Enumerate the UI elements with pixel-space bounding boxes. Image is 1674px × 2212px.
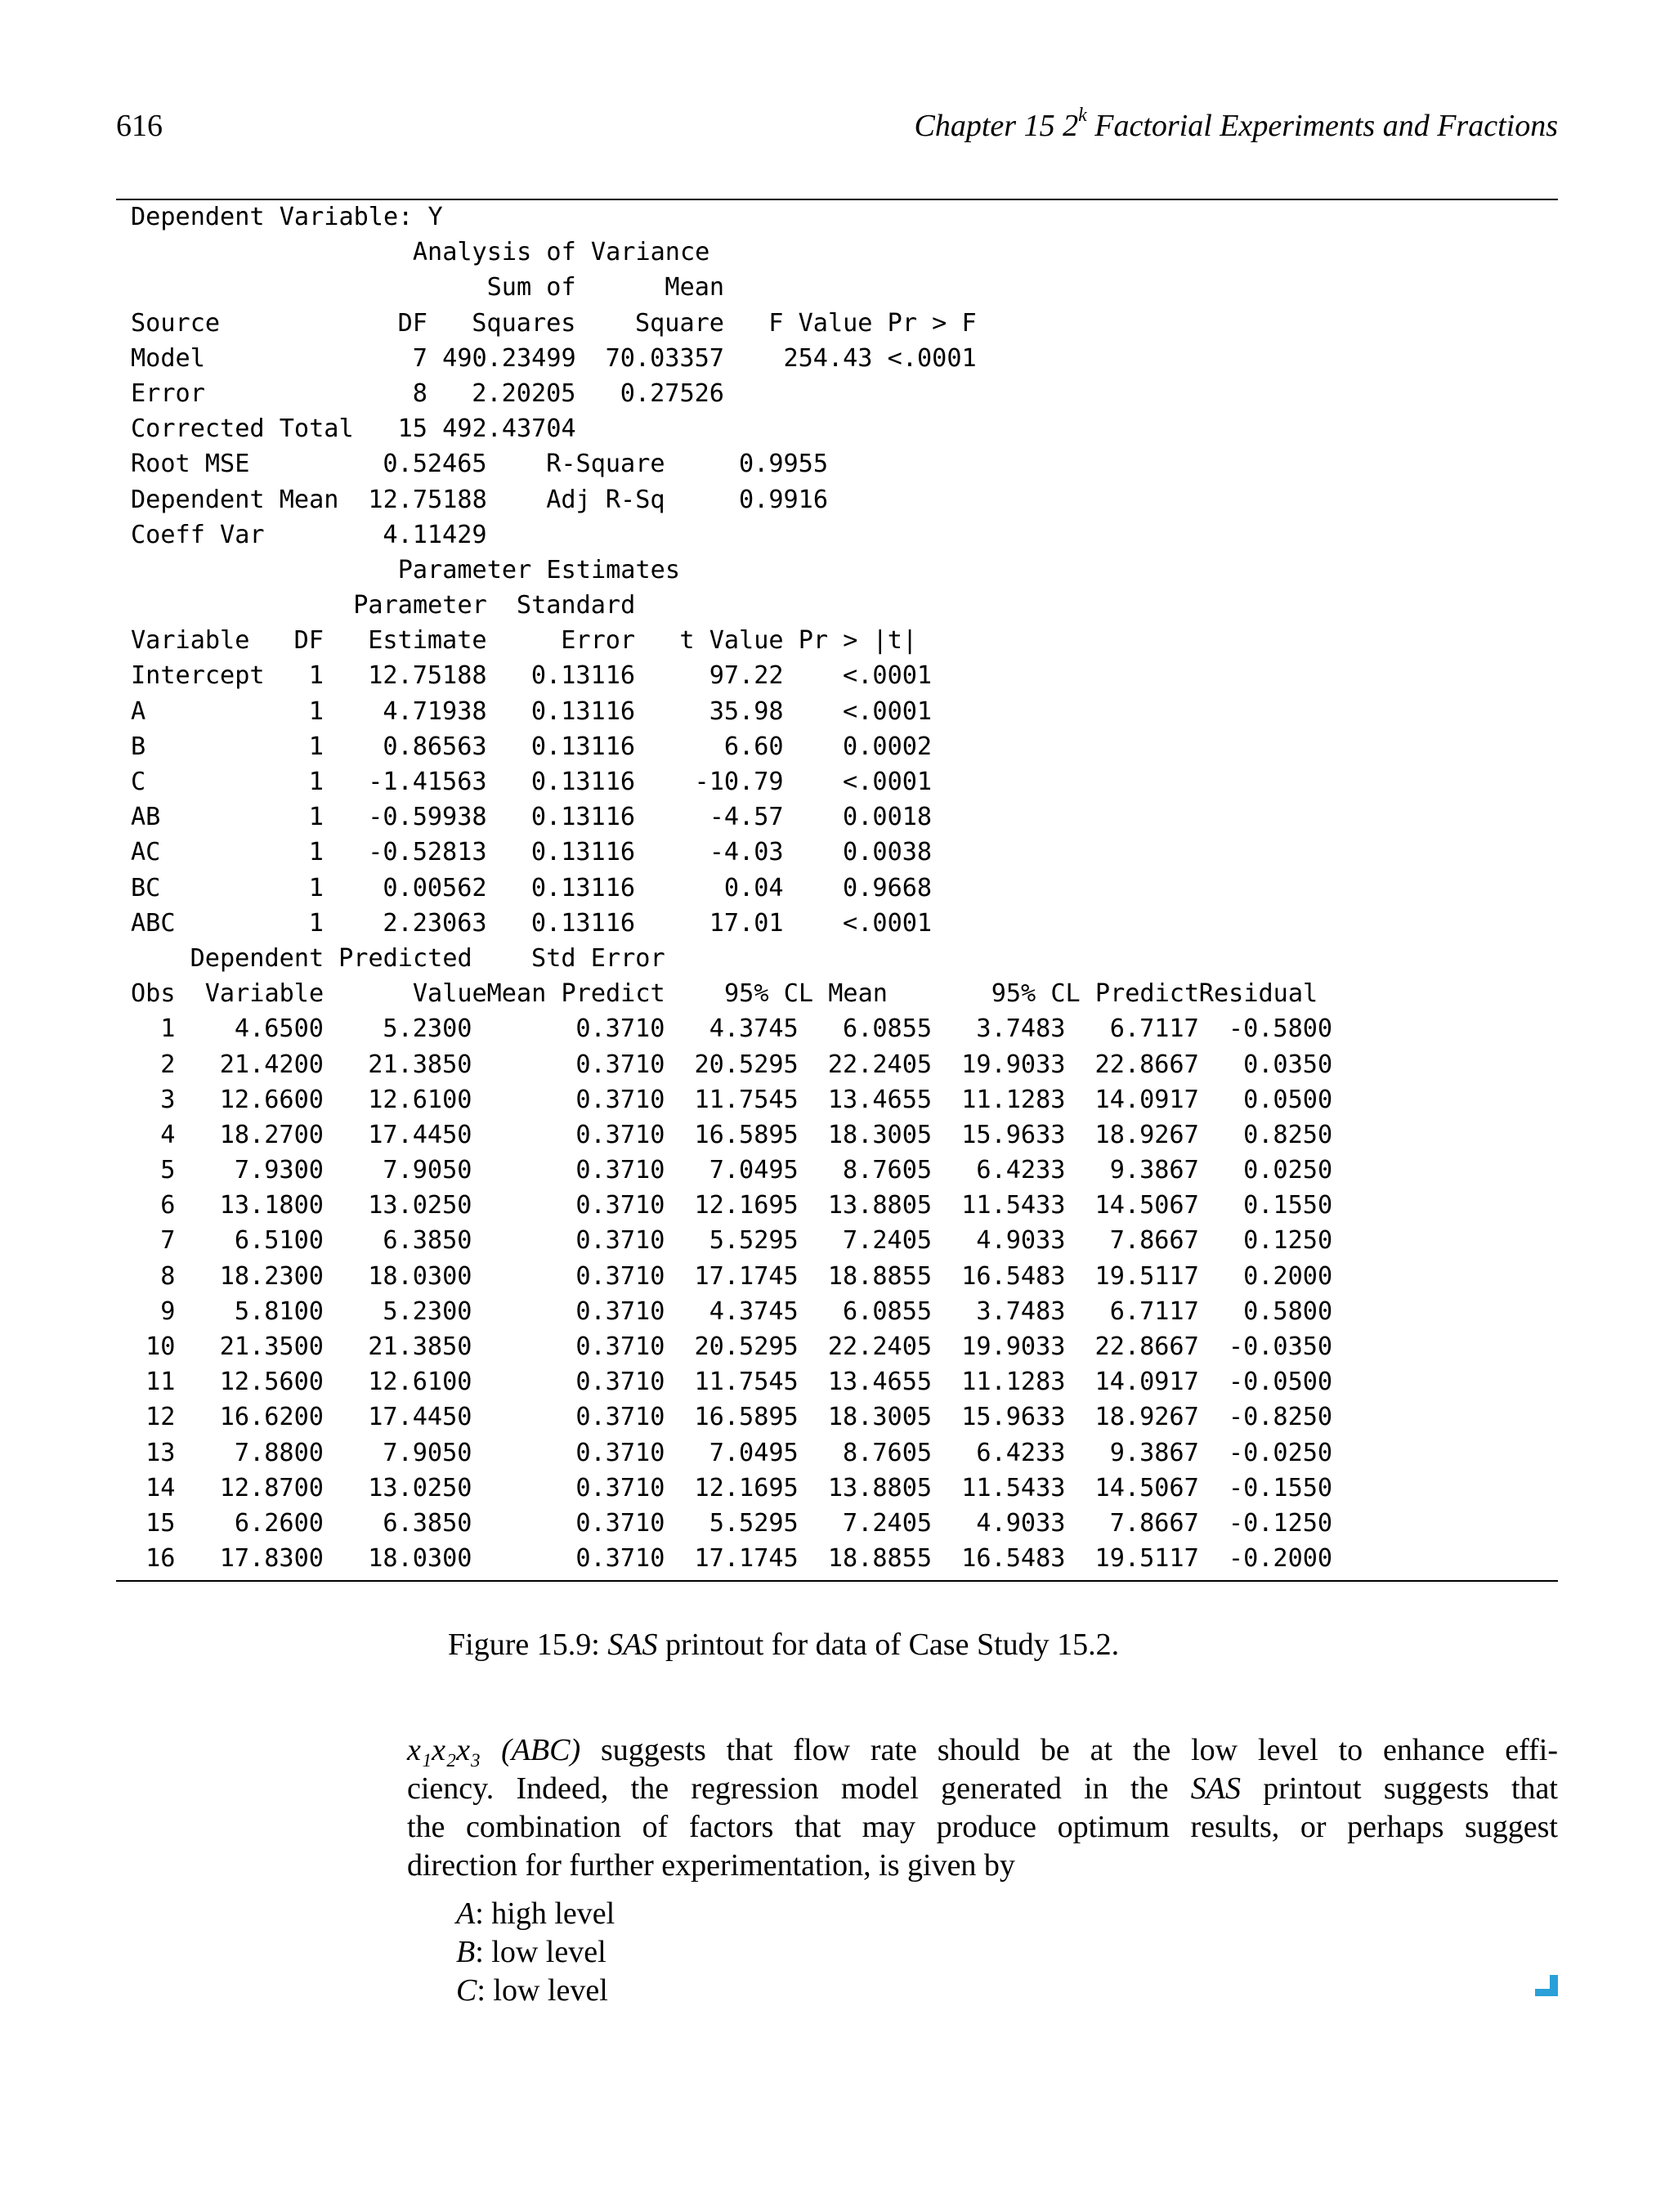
obs-cell: 14.5067 (1094, 1473, 1199, 1502)
obs-cell: 6.0855 (843, 1296, 933, 1326)
caption-suffix: printout for data of Case Study 15.2. (657, 1628, 1120, 1662)
params-cell: 0.13116 (530, 803, 636, 832)
obs-cell: 3.7483 (976, 1296, 1066, 1326)
obs-cell: 22.8667 (1094, 1332, 1199, 1361)
anova-cell: 490.23499 (442, 343, 576, 373)
setting-c-factor: C (456, 1973, 477, 2008)
params-title: Parameter Estimates (397, 555, 681, 584)
obs-cell: 0.3710 (575, 1332, 665, 1361)
body-line-2 (407, 1770, 1558, 1808)
fit-stat-cell: Root MSE (131, 450, 250, 479)
obs-cell: 16 (145, 1544, 176, 1574)
body-line-2-italic: SAS (1190, 1771, 1241, 1806)
anova-col-header: Square (634, 308, 724, 338)
params-col-header: Variable (131, 626, 250, 656)
setting-b-factor: B (456, 1935, 476, 1969)
obs-cell: 3.7483 (976, 1014, 1066, 1044)
setting-a-factor: A (456, 1896, 476, 1931)
anova-cell: Corrected Total (131, 414, 354, 444)
setting-a-level: : high level (475, 1896, 615, 1931)
obs-cell: 7.0495 (709, 1438, 799, 1467)
obs-col-header: Residual (1198, 979, 1318, 1009)
params-cell: 1 (308, 661, 324, 691)
obs-cell: 0.3710 (575, 1544, 665, 1574)
params-cell: 1 (308, 908, 324, 938)
obs-cell: 0.3710 (575, 1261, 665, 1291)
obs-cell: 4.3745 (709, 1014, 799, 1044)
obs-cell: 9.3867 (1109, 1438, 1199, 1467)
fit-stat-cell: 12.75188 (368, 485, 487, 514)
params-cell: <.0001 (843, 661, 933, 691)
obs-cell: 12.6100 (368, 1085, 472, 1114)
obs-cell: 6.5100 (234, 1226, 324, 1256)
anova-col-header: Sum of (486, 273, 576, 302)
obs-cell: 11.7545 (694, 1368, 799, 1397)
obs-cell: 0.3710 (575, 1050, 665, 1079)
running-head (914, 105, 1558, 144)
params-cell: AC (131, 838, 161, 867)
params-cell: 0.0018 (843, 803, 933, 832)
obs-cell: 0.3710 (575, 1014, 665, 1044)
params-col-header: Estimate (368, 626, 487, 656)
obs-cell: 5.8100 (234, 1296, 324, 1326)
obs-cell: 0.3710 (575, 1085, 665, 1114)
obs-cell: -0.1250 (1228, 1508, 1333, 1538)
anova-cell: 8 (412, 378, 427, 408)
obs-cell: 5.5295 (709, 1508, 799, 1538)
params-cell: 1 (308, 768, 324, 796)
anova-cell: 70.03357 (605, 343, 724, 373)
obs-cell: 16.6200 (219, 1403, 324, 1432)
params-col-header: t Value (679, 626, 784, 656)
obs-cell: -0.5800 (1228, 1014, 1333, 1044)
page-header (116, 105, 1558, 150)
params-cell: C (131, 768, 146, 796)
obs-cell: 7.9300 (234, 1156, 324, 1185)
obs-cell: 0.3710 (575, 1191, 665, 1220)
obs-cell: 12 (145, 1403, 176, 1432)
obs-cell: 14 (145, 1473, 176, 1502)
obs-cell: 12.5600 (219, 1368, 324, 1397)
params-col-header: Error (561, 626, 636, 656)
caption-italic: SAS (607, 1628, 658, 1662)
obs-cell: 5.5295 (709, 1226, 799, 1256)
obs-cell: 20.5295 (694, 1050, 799, 1079)
anova-cell: 15 (397, 414, 427, 444)
page-number: 616 (116, 109, 163, 143)
params-cell: 17.01 (709, 908, 784, 938)
obs-col-header: Dependent (190, 943, 325, 973)
obs-cell: 7.2405 (843, 1508, 933, 1538)
obs-cell: 6.0855 (843, 1014, 933, 1044)
setting-c-level: : low level (477, 1973, 608, 2008)
obs-cell: 4.3745 (709, 1296, 799, 1326)
params-col-header: Pr > |t| (798, 626, 918, 656)
params-cell: 0.13116 (530, 661, 636, 691)
obs-cell: 18.2300 (219, 1261, 324, 1291)
obs-cell: 5.2300 (383, 1296, 472, 1326)
obs-cell: 18.3005 (827, 1403, 933, 1432)
obs-cell: 0.3710 (575, 1226, 665, 1256)
obs-cell: 19.9033 (961, 1332, 1066, 1361)
obs-cell: 18.3005 (827, 1120, 933, 1149)
params-col-header: Parameter (353, 591, 487, 620)
obs-cell: 14.0917 (1094, 1085, 1199, 1114)
body-line-2-text-b: printout suggests that (1240, 1771, 1558, 1806)
obs-cell: 9 (160, 1296, 176, 1326)
obs-cell: 12.1695 (694, 1191, 799, 1220)
obs-cell: 0.8250 (1243, 1120, 1333, 1149)
fit-stat-cell: 4.11429 (383, 520, 487, 549)
obs-cell: 6.7117 (1109, 1014, 1199, 1044)
obs-cell: 16.5895 (694, 1120, 799, 1149)
obs-cell: 21.4200 (219, 1050, 324, 1079)
body-line-4: direction for further experimentation, is given by (407, 1848, 1015, 1883)
obs-cell: 0.1550 (1243, 1191, 1333, 1220)
fit-stat-cell: 0.52465 (383, 450, 487, 479)
obs-cell: 0.0500 (1243, 1085, 1333, 1114)
setting-b (456, 1933, 615, 1972)
obs-cell: 2 (160, 1050, 176, 1079)
anova-cell: 492.43704 (442, 414, 576, 444)
obs-cell: 18.0300 (368, 1544, 472, 1574)
obs-cell: 18.9267 (1094, 1403, 1199, 1432)
obs-cell: 17.1745 (694, 1261, 799, 1291)
obs-col-header: Obs (131, 979, 176, 1009)
obs-cell: 13.1800 (219, 1191, 324, 1220)
obs-cell: 0.1250 (1243, 1226, 1333, 1256)
obs-cell: 0.0250 (1243, 1156, 1333, 1185)
body-paragraph (407, 1731, 1558, 1885)
params-cell: <.0001 (843, 908, 933, 938)
anova-col-header: Source (131, 308, 221, 338)
anova-cell: Error (131, 378, 205, 408)
anova-col-header: Squares (472, 308, 576, 338)
params-cell: 0.9668 (843, 873, 933, 902)
obs-cell: 0.3710 (575, 1156, 665, 1185)
obs-cell: 17.8300 (219, 1544, 324, 1574)
obs-cell: 20.5295 (694, 1332, 799, 1361)
obs-cell: 7.9050 (383, 1438, 472, 1467)
params-cell: -0.59938 (368, 803, 487, 832)
params-cell: 0.04 (723, 873, 784, 902)
obs-cell: 5.2300 (383, 1014, 472, 1044)
obs-cell: 7.2405 (843, 1226, 933, 1256)
obs-cell: 10 (145, 1332, 176, 1361)
obs-cell: 9.3867 (1109, 1156, 1199, 1185)
obs-cell: 6.4233 (976, 1156, 1066, 1185)
obs-cell: 6.2600 (234, 1508, 324, 1538)
obs-cell: 13.8805 (827, 1191, 933, 1220)
obs-cell: 18.8855 (827, 1261, 933, 1291)
obs-cell: 8 (160, 1261, 176, 1291)
obs-cell: 13.4655 (827, 1085, 933, 1114)
params-cell: Intercept (131, 661, 265, 691)
params-cell: 2.23063 (383, 908, 487, 938)
params-cell: A (131, 696, 146, 726)
obs-cell: -0.8250 (1228, 1403, 1333, 1432)
obs-cell: 12.8700 (219, 1473, 324, 1502)
params-cell: 0.13116 (530, 768, 636, 796)
obs-cell: 11.1283 (961, 1368, 1066, 1397)
obs-cell: 11 (145, 1368, 176, 1397)
obs-cell: 12.1695 (694, 1473, 799, 1502)
obs-col-header: Mean Predict (486, 979, 665, 1009)
obs-cell: 18.8855 (827, 1544, 933, 1574)
obs-cell: 19.9033 (961, 1050, 1066, 1079)
params-cell: 0.13116 (530, 873, 636, 902)
obs-cell: 16.5483 (961, 1261, 1066, 1291)
obs-cell: 6 (160, 1191, 176, 1220)
obs-cell: 21.3850 (368, 1332, 472, 1361)
obs-cell: 14.5067 (1094, 1191, 1199, 1220)
fit-stat-cell: R-Square (546, 450, 665, 479)
running-head-prefix: Chapter 15 2 (914, 109, 1079, 143)
params-col-header: DF (293, 626, 324, 656)
obs-cell: 22.2405 (827, 1050, 933, 1079)
fit-stat-cell: Coeff Var (131, 520, 265, 549)
params-cell: <.0001 (843, 768, 933, 796)
obs-cell: 4.9033 (976, 1508, 1066, 1538)
obs-cell: 21.3500 (219, 1332, 324, 1361)
obs-cell: 11.7545 (694, 1085, 799, 1114)
anova-col-header: F Value (768, 308, 873, 338)
obs-cell: 11.5433 (961, 1473, 1066, 1502)
params-cell: 0.86563 (383, 732, 487, 761)
params-cell: 12.75188 (368, 661, 487, 691)
obs-cell: 13 (145, 1438, 176, 1467)
params-cell: -10.79 (694, 768, 784, 796)
obs-cell: 12.6600 (219, 1085, 324, 1114)
anova-col-header: Mean (665, 273, 725, 302)
obs-col-header: Predicted (338, 943, 472, 973)
obs-cell: 7.0495 (709, 1156, 799, 1185)
obs-cell: 5 (160, 1156, 176, 1185)
obs-col-header: Variable (204, 979, 325, 1009)
params-cell: <.0001 (843, 696, 933, 726)
fit-stat-cell: Dependent Mean (131, 485, 339, 514)
fit-stat-cell: 0.9955 (738, 450, 829, 479)
params-cell: 0.0002 (843, 732, 933, 761)
params-cell: -0.52813 (368, 838, 487, 867)
anova-cell: Model (131, 343, 205, 373)
params-cell: 6.60 (723, 732, 784, 761)
caption-prefix: Figure 15.9: (448, 1628, 608, 1662)
params-cell: 0.13116 (530, 696, 636, 726)
body-line-1 (407, 1731, 1558, 1770)
dependent-variable-label: Dependent Variable: Y (131, 203, 443, 231)
obs-cell: 0.0350 (1243, 1050, 1333, 1079)
obs-cell: 7.8667 (1109, 1226, 1199, 1256)
obs-cell: 14.0917 (1094, 1368, 1199, 1397)
obs-cell: 7 (160, 1226, 176, 1256)
obs-col-header: Value (412, 979, 487, 1009)
anova-cell: 7 (412, 343, 427, 373)
obs-cell: 15.9633 (961, 1120, 1066, 1149)
obs-cell: -0.1550 (1228, 1473, 1333, 1502)
obs-cell: 8.7605 (843, 1156, 933, 1185)
obs-cell: 3 (160, 1085, 176, 1114)
obs-cell: 0.3710 (575, 1508, 665, 1538)
obs-cell: 0.3710 (575, 1296, 665, 1326)
obs-cell: 13.0250 (368, 1191, 472, 1220)
obs-cell: 0.3710 (575, 1120, 665, 1149)
obs-cell: 18.9267 (1094, 1120, 1199, 1149)
figure-caption (448, 1627, 1119, 1663)
obs-cell: 15.9633 (961, 1403, 1066, 1432)
obs-col-header: 95% CL Mean (724, 979, 888, 1009)
obs-cell: 1 (160, 1014, 176, 1044)
params-cell: 1 (308, 803, 324, 832)
printout-bottom-rule (116, 1580, 1558, 1582)
anova-col-header: Pr > F (887, 308, 977, 338)
obs-cell: 22.2405 (827, 1332, 933, 1361)
obs-cell: 6.3850 (383, 1226, 472, 1256)
obs-cell: 6.3850 (383, 1508, 472, 1538)
obs-cell: -0.0250 (1228, 1438, 1333, 1467)
params-cell: -4.57 (709, 803, 784, 832)
obs-cell: 17.1745 (694, 1544, 799, 1574)
obs-cell: 18.2700 (219, 1120, 324, 1149)
params-cell: 35.98 (709, 696, 784, 726)
obs-cell: 7.8800 (234, 1438, 324, 1467)
params-cell: 0.13116 (530, 732, 636, 761)
obs-col-header: Std Error (531, 943, 665, 973)
params-cell: BC (131, 873, 161, 902)
obs-cell: 6.4233 (976, 1438, 1066, 1467)
running-head-superscript: k (1078, 105, 1087, 127)
body-line-3: the combination of factors that may produce optimum results, or perhaps suggest (407, 1810, 1558, 1844)
body-line-1-text: suggests that flow rate should be at the low level to enhance effi- (580, 1733, 1559, 1767)
body-line-2-text-a: ciency. Indeed, the regression model generated in the (407, 1771, 1191, 1806)
obs-cell: 19.5117 (1094, 1261, 1199, 1291)
obs-cell: 8.7605 (843, 1438, 933, 1467)
obs-cell: 4 (160, 1120, 176, 1149)
params-cell: 97.22 (709, 661, 784, 691)
body-math: x₁x₂x₃ (ABC) (407, 1733, 581, 1767)
fit-stat-cell: 0.9916 (738, 485, 829, 514)
setting-b-level: : low level (475, 1935, 606, 1969)
setting-a (456, 1895, 615, 1933)
anova-cell: <.0001 (887, 343, 977, 373)
obs-cell: 17.4450 (368, 1403, 472, 1432)
obs-cell: -0.2000 (1228, 1544, 1333, 1574)
obs-cell: 16.5895 (694, 1403, 799, 1432)
obs-cell: 21.3850 (368, 1050, 472, 1079)
factor-settings (456, 1895, 615, 2010)
fit-stat-cell: Adj R-Sq (546, 485, 665, 514)
params-cell: 4.71938 (383, 696, 487, 726)
obs-cell: 4.6500 (234, 1014, 324, 1044)
obs-cell: -0.0350 (1228, 1332, 1333, 1361)
params-cell: -1.41563 (368, 768, 487, 796)
obs-cell: 4.9033 (976, 1226, 1066, 1256)
params-cell: ABC (131, 908, 176, 938)
obs-cell: 13.4655 (827, 1368, 933, 1397)
obs-cell: 12.6100 (368, 1368, 472, 1397)
params-cell: 1 (308, 732, 324, 761)
obs-cell: 17.4450 (368, 1120, 472, 1149)
params-cell: 0.13116 (530, 838, 636, 867)
params-cell: -4.03 (709, 838, 784, 867)
obs-cell: 7.8667 (1109, 1508, 1199, 1538)
end-of-example-icon (1535, 1975, 1558, 1996)
anova-cell: 0.27526 (620, 378, 724, 408)
params-cell: 1 (308, 696, 324, 726)
params-cell: B (131, 732, 146, 761)
params-cell: 0.00562 (383, 873, 487, 902)
anova-col-header: DF (397, 308, 427, 338)
obs-cell: 11.1283 (961, 1085, 1066, 1114)
anova-cell: 254.43 (783, 343, 873, 373)
obs-cell: 19.5117 (1094, 1544, 1199, 1574)
params-cell: AB (131, 803, 161, 832)
params-cell: 0.13116 (530, 908, 636, 938)
anova-title: Analysis of Variance (412, 238, 710, 267)
params-cell: 1 (308, 838, 324, 867)
obs-cell: 0.3710 (575, 1473, 665, 1502)
obs-cell: 6.7117 (1109, 1296, 1199, 1326)
obs-cell: 18.0300 (368, 1261, 472, 1291)
obs-cell: 16.5483 (961, 1544, 1066, 1574)
obs-cell: 0.3710 (575, 1403, 665, 1432)
obs-cell: 0.3710 (575, 1438, 665, 1467)
params-cell: 1 (308, 873, 324, 902)
obs-cell: -0.0500 (1228, 1368, 1333, 1397)
anova-cell: 2.20205 (472, 378, 576, 408)
obs-cell: 0.2000 (1243, 1261, 1333, 1291)
obs-cell: 0.3710 (575, 1368, 665, 1397)
params-cell: 0.0038 (843, 838, 933, 867)
obs-cell: 13.0250 (368, 1473, 472, 1502)
obs-cell: 11.5433 (961, 1191, 1066, 1220)
obs-cell: 15 (145, 1508, 176, 1538)
setting-c (456, 1972, 615, 2010)
obs-cell: 7.9050 (383, 1156, 472, 1185)
obs-cell: 0.5800 (1243, 1296, 1333, 1326)
params-col-header: Standard (516, 591, 636, 620)
running-head-title: Factorial Experiments and Fractions (1086, 109, 1558, 143)
obs-col-header: 95% CL Predict (991, 979, 1200, 1009)
obs-cell: 22.8667 (1094, 1050, 1199, 1079)
obs-cell: 13.8805 (827, 1473, 933, 1502)
